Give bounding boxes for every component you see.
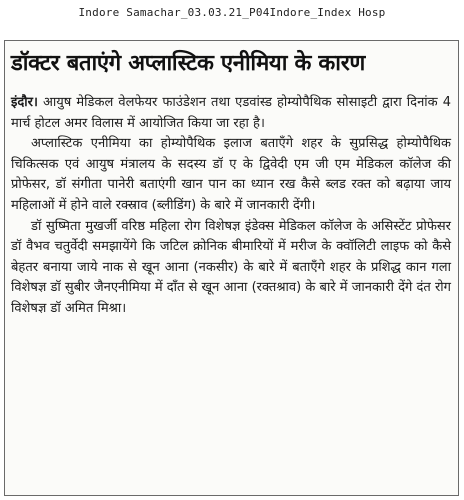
article-paragraph: अप्लास्टिक एनीमिया का होम्योपैथिक इलाज बताएँगे शहर के सुप्रसिद्ध होम्योपैथिक चिकित्सक एवं आयुष मंत्रालय के सदस्य डॉ ए के द्विवेदी एम जी एम मेडिकल कॉलेज की प्रोफेसर, डॉ संगीता पानेरी बताएंगी खान पान का ध्यान रख कैसे ब्लड रक्त को बढ़ाया जाय महिलाओं में होने वाले रक्स्राव (ब्लीडिंग) के बारे में जानकारी देंगी। <box>11 136 451 213</box>
article-paragraph <box>11 93 451 134</box>
article-dateline: इंदौर। <box>11 95 38 110</box>
article-paragraph: डॉ सुष्मिता मुखर्जी वरिष्ठ महिला रोग विशेषज्ञ इंडेक्स मेडिकल कॉलेज के असिस्टेंट प्रोफेसर डॉ वैभव चतुर्वेदी समझायेंगे कि जटिल क्रोनिक बीमारियों में मरीज के क्वॉलिटी लाइफ को कैसे बेहतर बनाया जाये नाक से खून आना (नकसीर) के बारे में बताएँगे शहर के प्रशिद्ध कान गला विशेषज्ञ डॉ सुबीर जैनएनीमिया में दाँत से खून आना (रक्तश्राव) के बारे में जानकारी देंगे दंत रोग विशेषज्ञ डॉ अमित मिश्रा। <box>11 218 451 316</box>
article-paragraph-text: आयुष मेडिकल वेलफेयर फाउंडेशन तथा एडवांस्ड होम्योपैथिक सोसाइटी द्वारा दिनांक 4 मार्च होटल अमर विलास में आयोजित किया जा रहा है। <box>11 95 451 131</box>
source-caption: Indore Samachar_03.03.21_P04Indore_Index Hosp <box>78 6 386 19</box>
article-body <box>11 93 451 320</box>
newspaper-clipping <box>4 40 459 496</box>
article-headline: डॉक्टर बताएंगे अप्लास्टिक एनीमिया के कारण <box>11 51 366 76</box>
